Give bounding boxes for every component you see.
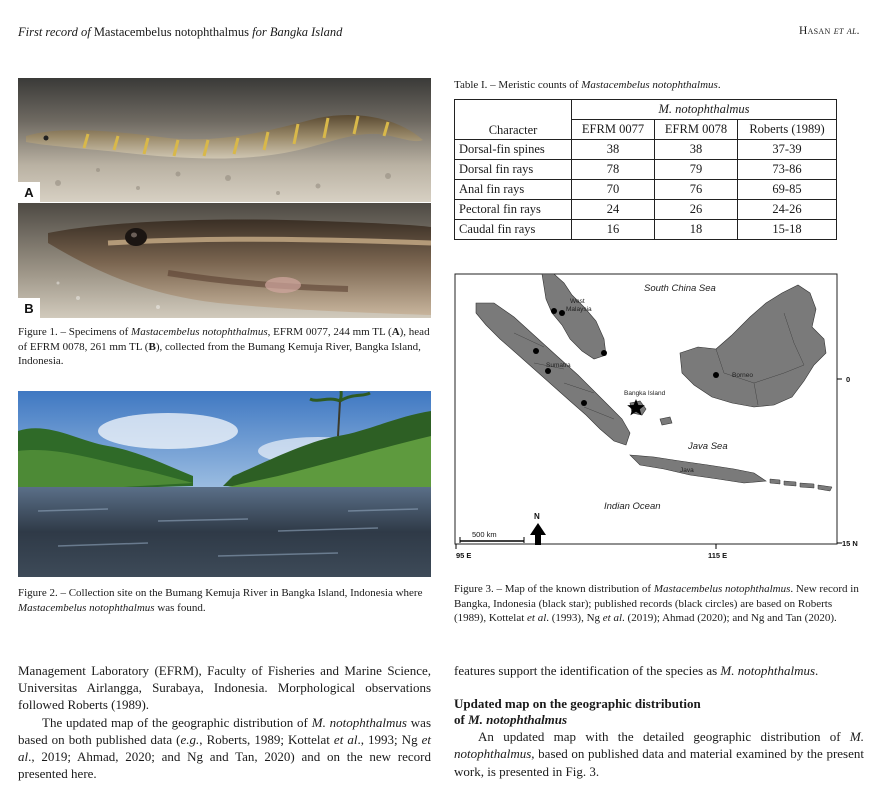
record-circle-marker <box>533 348 539 354</box>
map-label-indian-ocean: Indian Ocean <box>604 501 661 512</box>
character-header: Character <box>455 100 572 140</box>
table-row <box>455 200 837 220</box>
table1 <box>454 99 837 240</box>
latitude-label-15: 15 N <box>842 539 858 548</box>
value-cell: 15-18 <box>738 220 837 240</box>
map-label-borneo: Borneo <box>732 372 753 379</box>
body-paragraph: An updated map with the detailed geographic distribution of M. notophthalmus, based on published data and material examined by the present work, is presented in Fig. 3. <box>454 729 864 779</box>
right-column-text <box>454 662 864 780</box>
value-cell: 38 <box>655 140 738 160</box>
table1-caption: Table I. – Meristic counts of Mastacembelus notophthalmus. <box>454 79 721 91</box>
longitude-label-115: 115 E <box>708 551 728 560</box>
record-circle-marker <box>551 308 557 314</box>
table-row <box>455 140 837 160</box>
body-paragraph: Management Laboratory (EFRM), Faculty of Fisheries and Marine Science, Universitas Airlangga, Surabaya, Indonesia. Morphological observations followed Roberts (1989). <box>18 663 431 713</box>
map-label-west: West <box>570 298 585 305</box>
character-cell: Pectoral fin rays <box>455 200 572 220</box>
map-label-south-china-sea: South China Sea <box>644 283 716 294</box>
value-cell: 24 <box>572 200 655 220</box>
distribution-map <box>454 273 864 573</box>
figure3-map <box>454 273 864 573</box>
body-paragraph: The updated map of the geographic distribution of M. notophthalmus was based on both published data (e.g., Roberts, 1989; Kottelat et al., 1993; Ng et al., 2019; Ahmad, 2020; and Ng and Tan, 2020) and on the new record presented here. <box>18 714 432 782</box>
map-label-java: Java <box>680 467 694 474</box>
record-circle-marker <box>713 372 719 378</box>
value-cell: 24-26 <box>738 200 837 220</box>
panel-label-b: B <box>18 298 40 318</box>
value-cell: 38 <box>572 140 655 160</box>
fish-head-closeup-image <box>18 203 431 318</box>
figure1-photo-a <box>18 78 431 202</box>
section-heading: Updated map on the geographic distribution of M. notophthalmus <box>454 696 701 728</box>
value-cell: 69-85 <box>738 180 837 200</box>
figure3-caption: Figure 3. – Map of the known distribution of Mastacembelus notophthalmus. New record in Bangka, Indonesia (black star); published records (black circles) are based on Roberts (1989), Kottelat et al. (1993), Ng et al. (2019); Ahmad (2020); and Ng and Tan (2020). <box>454 583 859 624</box>
body-paragraph: features support the identification of the species as M. notophthalmus. <box>454 663 819 678</box>
character-cell: Caudal fin rays <box>455 220 572 240</box>
value-cell: 16 <box>572 220 655 240</box>
river-collection-site-image <box>18 391 431 577</box>
panel-label-a: A <box>18 182 40 202</box>
meristic-table <box>454 99 837 240</box>
value-cell: 18 <box>655 220 738 240</box>
record-circle-marker <box>559 310 565 316</box>
value-cell: 78 <box>572 160 655 180</box>
map-label-sumatra: Sumatra <box>546 362 571 369</box>
figure2-photo <box>18 391 431 577</box>
figure1-caption: Figure 1. – Specimens of Mastacembelus notophthalmus, EFRM 0077, 244 mm TL (A), head of EFRM 0078, 261 mm TL (B), collected from the Bumang Kemuja River, Bangka Island, Indonesia. <box>18 326 430 367</box>
table-row <box>455 160 837 180</box>
value-cell: 26 <box>655 200 738 220</box>
map-label-java-sea: Java Sea <box>688 441 728 452</box>
svg-text:N: N <box>534 512 540 521</box>
value-cell: 73-86 <box>738 160 837 180</box>
table-row <box>455 180 837 200</box>
record-circle-marker <box>581 400 587 406</box>
character-cell: Dorsal-fin spines <box>455 140 572 160</box>
running-title: First record of Mastacembelus notophthalmus for Bangka Island <box>18 25 343 39</box>
value-cell: 79 <box>655 160 738 180</box>
longitude-label-95: 95 E <box>456 551 472 560</box>
column-header: Roberts (1989) <box>738 120 837 140</box>
svg-text:500 km: 500 km <box>472 530 497 539</box>
latitude-label-0: 0 <box>846 375 851 384</box>
table-row <box>455 220 837 240</box>
left-column-text <box>18 662 431 782</box>
value-cell: 76 <box>655 180 738 200</box>
character-cell: Anal fin rays <box>455 180 572 200</box>
record-circle-marker <box>601 350 607 356</box>
running-authors: Hasan et al. <box>799 25 860 37</box>
character-cell: Dorsal fin rays <box>455 160 572 180</box>
value-cell: 37-39 <box>738 140 837 160</box>
value-cell: 70 <box>572 180 655 200</box>
map-label-malaysia: Malaysia <box>566 306 592 313</box>
column-header: EFRM 0077 <box>572 120 655 140</box>
map-label-bangka-island: Bangka Island <box>624 390 666 397</box>
figure2-caption: Figure 2. – Collection site on the Bumang Kemuja River in Bangka Island, Indonesia where Mastacembelus notophthalmus was found. <box>18 587 423 614</box>
column-header: EFRM 0078 <box>655 120 738 140</box>
figure1-photo-b <box>18 203 431 318</box>
species-group-header: M. notophthalmus <box>572 100 837 120</box>
fish-specimen-full-image <box>18 78 431 202</box>
